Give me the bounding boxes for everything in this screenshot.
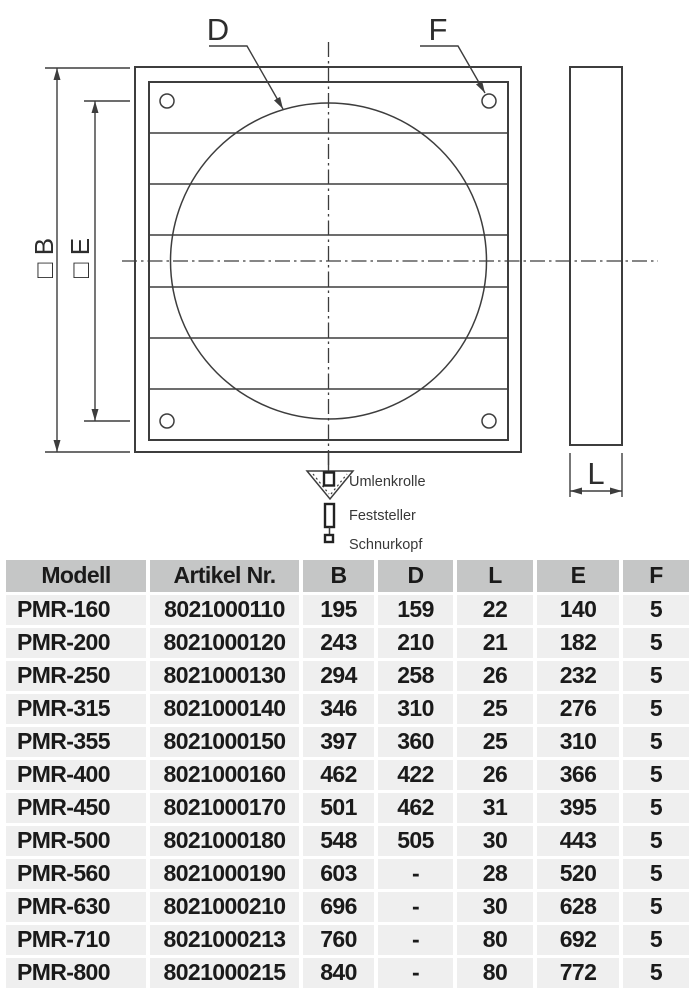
table-cell: PMR-160 (6, 595, 150, 628)
cord-end-icon (325, 535, 333, 542)
table-cell: 31 (457, 793, 537, 826)
table-row (6, 628, 689, 661)
column-header-artikel: Artikel Nr. (150, 560, 303, 595)
table-cell: - (378, 958, 457, 991)
label-d: D (206, 12, 230, 47)
label-f: F (428, 12, 448, 47)
table-cell: 5 (623, 859, 689, 892)
table-row (6, 694, 689, 727)
table-cell: PMR-250 (6, 661, 150, 694)
label-e: □ E (65, 237, 95, 279)
side-profile (570, 67, 622, 445)
callout-cord-end: Schnurkopf (349, 537, 423, 553)
pulley-axle-icon (324, 473, 334, 486)
table-cell: 243 (303, 628, 378, 661)
table-cell: 294 (303, 661, 378, 694)
table-cell: 5 (623, 727, 689, 760)
side-view (570, 67, 622, 497)
table-cell: PMR-560 (6, 859, 150, 892)
table-cell: 5 (623, 694, 689, 727)
table-cell: PMR-800 (6, 958, 150, 991)
callout-lock: Feststeller (349, 508, 416, 524)
table-cell: 5 (623, 793, 689, 826)
table-cell: 772 (537, 958, 623, 991)
column-header-b: B (303, 560, 378, 595)
table-cell: 548 (303, 826, 378, 859)
table-row (6, 892, 689, 925)
table-cell: 210 (378, 628, 457, 661)
table-cell: 5 (623, 826, 689, 859)
table-cell: 5 (623, 958, 689, 991)
table-row (6, 793, 689, 826)
table-cell: 21 (457, 628, 537, 661)
table-cell: 195 (303, 595, 378, 628)
table-cell: 5 (623, 595, 689, 628)
table-cell: 462 (303, 760, 378, 793)
table-cell: 346 (303, 694, 378, 727)
table-cell: 25 (457, 694, 537, 727)
table-cell: 760 (303, 925, 378, 958)
table-cell: 603 (303, 859, 378, 892)
table-cell: 5 (623, 925, 689, 958)
table-cell: 8021000120 (150, 628, 303, 661)
table-cell: PMR-355 (6, 727, 150, 760)
table-cell: PMR-500 (6, 826, 150, 859)
column-header-l: L (457, 560, 537, 595)
table-cell: 8021000140 (150, 694, 303, 727)
table-cell: 8021000170 (150, 793, 303, 826)
table-cell: PMR-710 (6, 925, 150, 958)
table-cell: 22 (457, 595, 537, 628)
table-cell: - (378, 925, 457, 958)
table-cell: 462 (378, 793, 457, 826)
lock-icon (325, 504, 334, 527)
table-cell: 8021000160 (150, 760, 303, 793)
table-row (6, 826, 689, 859)
dimension-e (65, 101, 130, 421)
table-cell: 30 (457, 826, 537, 859)
table-cell: 397 (303, 727, 378, 760)
table-header-row (6, 560, 689, 595)
table-cell: 8021000130 (150, 661, 303, 694)
table-cell: PMR-630 (6, 892, 150, 925)
column-header-f: F (623, 560, 689, 595)
table-cell: 8021000190 (150, 859, 303, 892)
column-header-modell: Modell (6, 560, 150, 595)
table-cell: 25 (457, 727, 537, 760)
table-row (6, 925, 689, 958)
cord-operator (307, 453, 426, 553)
table-cell: PMR-450 (6, 793, 150, 826)
label-b: □ B (29, 237, 59, 279)
leader-f (420, 12, 485, 93)
table-cell: 696 (303, 892, 378, 925)
table-cell: 628 (537, 892, 623, 925)
table-row (6, 859, 689, 892)
spec-table (6, 560, 689, 991)
table-cell: - (378, 859, 457, 892)
table-cell: 80 (457, 925, 537, 958)
table-row (6, 727, 689, 760)
table-cell: - (378, 892, 457, 925)
table-row (6, 958, 689, 991)
table-cell: 276 (537, 694, 623, 727)
table-cell: 8021000150 (150, 727, 303, 760)
callout-pulley: Umlenkrolle (349, 474, 426, 490)
column-header-d: D (378, 560, 457, 595)
table-cell: 310 (537, 727, 623, 760)
table-cell: 505 (378, 826, 457, 859)
table-cell: 8021000215 (150, 958, 303, 991)
table-cell: 8021000210 (150, 892, 303, 925)
table-cell: 140 (537, 595, 623, 628)
table-cell: 26 (457, 760, 537, 793)
table-cell: 5 (623, 628, 689, 661)
table-row (6, 760, 689, 793)
table-cell: 692 (537, 925, 623, 958)
table-cell: 159 (378, 595, 457, 628)
table-cell: 443 (537, 826, 623, 859)
table-cell: 8021000213 (150, 925, 303, 958)
table-cell: 5 (623, 661, 689, 694)
table-cell: 310 (378, 694, 457, 727)
table-cell: 501 (303, 793, 378, 826)
table-cell: 8021000180 (150, 826, 303, 859)
table-cell: 395 (537, 793, 623, 826)
table-cell: 422 (378, 760, 457, 793)
column-header-e: E (537, 560, 623, 595)
table-cell: 520 (537, 859, 623, 892)
label-l: L (587, 456, 605, 491)
table-cell: PMR-315 (6, 694, 150, 727)
leader-d (207, 12, 283, 109)
table-cell: 232 (537, 661, 623, 694)
table-cell: 30 (457, 892, 537, 925)
table-cell: 840 (303, 958, 378, 991)
table-cell: 80 (457, 958, 537, 991)
table-cell: 258 (378, 661, 457, 694)
table-row (6, 595, 689, 628)
table-row (6, 661, 689, 694)
table-cell: 366 (537, 760, 623, 793)
table-cell: 28 (457, 859, 537, 892)
table-cell: 182 (537, 628, 623, 661)
table-cell: PMR-200 (6, 628, 150, 661)
table-cell: PMR-400 (6, 760, 150, 793)
table-cell: 8021000110 (150, 595, 303, 628)
table-cell: 360 (378, 727, 457, 760)
table-cell: 5 (623, 760, 689, 793)
table-cell: 5 (623, 892, 689, 925)
table-cell: 26 (457, 661, 537, 694)
